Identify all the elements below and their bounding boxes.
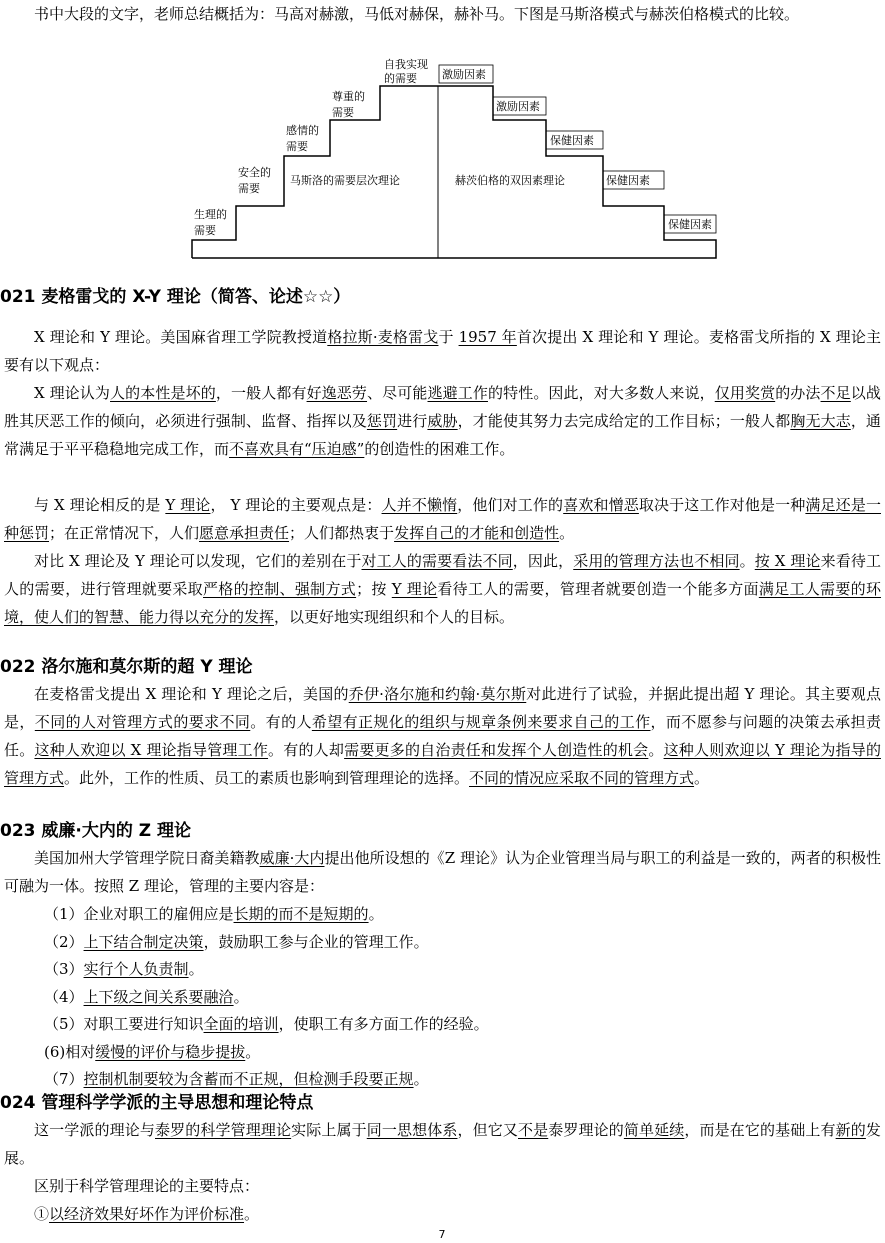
text-segment: 与 X 理论相反的是 bbox=[34, 496, 166, 514]
text-segment: ，而是在它的基础上有 bbox=[684, 1121, 836, 1139]
s021-paragraph-4 bbox=[4, 547, 881, 631]
text-segment: （5）对职工要进行知识 bbox=[44, 1015, 204, 1033]
underlined-key-phrase: 采用的管理方法也不相同 bbox=[573, 552, 740, 570]
underlined-key-phrase: 逃避工作 bbox=[427, 384, 488, 402]
s023-paragraph-1 bbox=[4, 844, 881, 900]
text-segment: ；在正常情况下，人们 bbox=[49, 524, 200, 542]
underlined-key-phrase: Y 理论 bbox=[165, 496, 211, 514]
underlined-key-phrase: 实行个人负责制 bbox=[83, 960, 189, 978]
s021-paragraph-2 bbox=[4, 379, 881, 463]
underlined-key-phrase: 需要更多的自治责任和发挥个人创造性的机会 bbox=[344, 741, 649, 759]
underlined-key-phrase: 按 X 理论 bbox=[754, 552, 821, 570]
underlined-key-phrase: 不同的人对管理方式的要求不同 bbox=[34, 713, 251, 731]
text-segment: ，鼓励职工参与企业的管理工作。 bbox=[203, 932, 429, 951]
s024-paragraph-3 bbox=[4, 1200, 881, 1228]
step-label-safety-2: 需要 bbox=[238, 182, 260, 195]
text-segment: 、尽可能 bbox=[367, 384, 428, 402]
text-segment: （7） bbox=[44, 1070, 84, 1088]
z-theory-item bbox=[44, 983, 874, 1011]
z-theory-item bbox=[44, 1065, 874, 1093]
text-segment: 。 bbox=[694, 769, 710, 787]
text-segment: ；按 bbox=[356, 580, 392, 598]
text-segment: ，才能使其努力去完成给定的工作目标；一般人都 bbox=[457, 412, 791, 430]
underlined-key-phrase: 这种人则欢迎以 Y 理论为指导的管理方式 bbox=[4, 741, 881, 787]
step-label-esteem-2: 需要 bbox=[332, 106, 354, 119]
text-segment: （4） bbox=[44, 987, 84, 1006]
text-segment: (6)相对 bbox=[44, 1042, 96, 1061]
text-segment: ，使职工有多方面工作的经验。 bbox=[278, 1015, 489, 1033]
section-024-heading: 024 管理科学学派的主导思想和理论特点 bbox=[0, 1093, 314, 1113]
underlined-key-phrase: 人并不懒惰 bbox=[381, 496, 458, 514]
herzberg-step-5: 保健因素 bbox=[668, 218, 712, 231]
step-label-physiological bbox=[194, 207, 227, 221]
step-label-esteem: 尊重的 bbox=[332, 90, 365, 103]
text-segment: 。 bbox=[245, 1042, 261, 1061]
text-segment: 泰罗理论的 bbox=[548, 1121, 624, 1139]
text-segment: 。 bbox=[739, 552, 755, 570]
intro-paragraph bbox=[4, 0, 881, 28]
z-theory-item bbox=[44, 928, 874, 956]
text-segment: 发展。 bbox=[4, 1121, 881, 1167]
text-segment: 在麦格雷戈提出 X 理论和 Y 理论之后，美国的 bbox=[34, 685, 349, 703]
text-segment: 的办法 bbox=[775, 384, 821, 402]
text-segment: 这一学派的理论与 bbox=[34, 1121, 155, 1139]
herzberg-step-4: 保健因素 bbox=[606, 174, 650, 187]
maslow-herzberg-diagram bbox=[180, 58, 720, 262]
text-segment: ， Y 理论的主要观点是： bbox=[210, 496, 382, 514]
underlined-key-phrase: 人的本性是坏的 bbox=[110, 384, 216, 402]
underlined-key-phrase: 发挥自己的才能和创造性 bbox=[394, 524, 560, 542]
text-segment: 。 bbox=[413, 1070, 429, 1088]
herzberg-title: 赫茨伯格的双因素理论 bbox=[455, 174, 565, 187]
step-label-safety: 安全的 bbox=[238, 166, 271, 179]
underlined-key-phrase: 控制机制要较为含蓄而不正规，但检测手段要正规 bbox=[83, 1070, 414, 1088]
text-segment: 以战胜其厌恶工作的倾向，必须进行强制、监督、指挥以及 bbox=[4, 384, 881, 430]
underlined-key-phrase: 满足还是一种惩罚 bbox=[4, 496, 881, 542]
text-segment: ；人们都热衷于 bbox=[289, 524, 395, 542]
underlined-key-phrase: 严格的控制、强制方式 bbox=[203, 580, 357, 598]
text-segment: 进行 bbox=[397, 412, 428, 430]
text-segment: 。此外，工作的性质、员工的素质也影响到管理理论的选择。 bbox=[64, 769, 470, 787]
text-segment: （2） bbox=[44, 932, 84, 951]
underlined-key-phrase: 威胁 bbox=[427, 412, 458, 430]
text-segment: X 理论认为 bbox=[34, 384, 111, 402]
intro-text: 书中大段的文字，老师总结概括为：马高对赫激，马低对赫保，赫补马。下图是马斯洛模式与赫茨伯格模式的比较。 bbox=[34, 5, 800, 23]
herzberg-step-2: 激励因素 bbox=[496, 100, 540, 113]
underlined-key-phrase: 上下级之间关系要融洽 bbox=[83, 987, 234, 1006]
text-segment: 的创造性的困难工作。 bbox=[364, 440, 515, 458]
s022-paragraph-1 bbox=[4, 680, 881, 792]
comparison-figure bbox=[180, 58, 720, 262]
step-label-self-actualization: 自我实现 bbox=[384, 58, 428, 71]
underlined-key-phrase: 以经济效果好坏作为评价标准 bbox=[49, 1205, 245, 1223]
z-theory-item bbox=[44, 1010, 874, 1038]
herzberg-step-3: 保健因素 bbox=[550, 134, 594, 147]
text-segment: ，他们对工作的 bbox=[457, 496, 564, 514]
underlined-key-phrase: 同一思想体系 bbox=[366, 1121, 458, 1139]
underlined-key-phrase: 不同的情况应采取不同的管理方式 bbox=[469, 769, 695, 787]
text-segment: 。 bbox=[233, 987, 249, 1006]
section-022-heading: 022 洛尔施和莫尔斯的超 Y 理论 bbox=[0, 657, 253, 677]
text-segment: ，而不愿参与问题的决策去承担责任。 bbox=[4, 713, 881, 759]
text-segment: ，但它又 bbox=[457, 1121, 518, 1139]
underlined-key-phrase: 胸无大志 bbox=[790, 412, 851, 430]
text-segment: X 理论和 Y 理论。美国麻省理工学院教授道 bbox=[34, 328, 328, 346]
step-label-physiological-2: 需要 bbox=[194, 224, 216, 237]
underlined-key-phrase: 乔伊·洛尔施和约翰·莫尔斯 bbox=[348, 685, 527, 703]
text-segment: 对此进行了试验，并据此提出超 Y 理论。其主要观点是， bbox=[4, 685, 881, 731]
underlined-key-phrase: 简单延续 bbox=[623, 1121, 685, 1139]
underlined-key-phrase: 好逸恶劳 bbox=[306, 384, 368, 402]
z-theory-item bbox=[44, 1038, 874, 1066]
underlined-key-phrase: 对工人的需要看法不同 bbox=[361, 552, 513, 570]
text-segment: ，以更好地实现组织和个人的目标。 bbox=[274, 608, 515, 626]
underlined-key-phrase: 长期的而不是短期的 bbox=[233, 905, 369, 923]
underlined-key-phrase: 希望有正规化的组织与规章条例来要求自己的工作 bbox=[311, 713, 651, 731]
text-segment: 首次提出 X 理论和 Y 理论。麦格雷戈所指的 X 理论主要有以下观点： bbox=[4, 328, 881, 374]
text-segment: 看待工人的需要，管理者就要创造一个能多方面 bbox=[437, 580, 759, 598]
maslow-title: 马斯洛的需要层次理论 bbox=[290, 174, 400, 187]
text-segment: 。有的人 bbox=[250, 713, 312, 731]
underlined-key-phrase: 不喜欢具有“压迫感” bbox=[229, 440, 365, 458]
underlined-key-phrase: 惩罚 bbox=[366, 412, 398, 430]
underlined-key-phrase: 威廉·大内 bbox=[259, 849, 325, 867]
underlined-key-phrase: 新的 bbox=[835, 1121, 866, 1139]
text-segment: 取决于这工作对他是一种 bbox=[638, 496, 806, 514]
underlined-key-phrase: 格拉斯·麦格雷戈 bbox=[327, 328, 439, 346]
step-label-love-2: 需要 bbox=[286, 140, 308, 153]
underlined-key-phrase: 上下结合制定决策 bbox=[83, 932, 204, 951]
text-segment: 。 bbox=[648, 741, 664, 759]
underlined-key-phrase: 仅用奖赏 bbox=[714, 384, 776, 402]
underlined-key-phrase: 1957 年 bbox=[458, 328, 517, 346]
underlined-key-phrase: 喜欢和憎恶 bbox=[563, 496, 639, 514]
text-segment: 。 bbox=[188, 960, 204, 978]
step-label-love: 感情的 bbox=[286, 124, 319, 137]
step-label-self-actualization-2: 的需要 bbox=[384, 72, 417, 85]
text-segment: 的特性。因此，对大多数人来说， bbox=[487, 384, 715, 402]
text-segment: （1）企业对职工的雇佣应是 bbox=[44, 905, 234, 923]
text-segment: 美国加州大学管理学院日裔美籍教 bbox=[34, 849, 260, 867]
s024-paragraph-2: 区别于科学管理理论的主要特点： bbox=[34, 1177, 260, 1195]
z-theory-item bbox=[44, 955, 874, 983]
section-023-heading: 023 威廉·大内的 Z 理论 bbox=[0, 821, 192, 841]
text-segment: ① bbox=[34, 1205, 50, 1223]
s021-paragraph-3 bbox=[4, 491, 881, 547]
text-segment: 提出他所设想的《Z 理论》认为企业管理当局与职工的利益是一致的，两者的积极性可融为一体。按照 Z 理论，管理的主要内容是： bbox=[4, 849, 881, 895]
text-segment: 对比 X 理论及 Y 理论可以发现，它们的差别在于 bbox=[34, 552, 362, 570]
text-segment: 。 bbox=[559, 524, 575, 542]
underlined-key-phrase: 全面的培训 bbox=[203, 1015, 279, 1033]
text-segment: ，因此， bbox=[512, 552, 574, 570]
underlined-key-phrase: Y 理论 bbox=[391, 580, 438, 598]
text-segment: 来看待工人的需要，进行管理就要采取 bbox=[4, 552, 881, 598]
underlined-key-phrase: 满足工人需要的环境，使人们的智慧、能力得以充分的发挥 bbox=[4, 580, 881, 626]
s021-paragraph-1 bbox=[4, 323, 881, 379]
text-segment: 。有的人却 bbox=[268, 741, 345, 759]
page-number: 7 bbox=[438, 1228, 446, 1241]
underlined-key-phrase: 不是 bbox=[518, 1121, 549, 1139]
maslow-step-1-a: 生理的 bbox=[194, 208, 227, 221]
text-segment: 。 bbox=[368, 905, 384, 923]
text-segment: ，通常满足于平平稳稳地完成工作，而 bbox=[4, 412, 881, 458]
text-segment: 于 bbox=[438, 328, 459, 346]
section-021-heading: 021 麦格雷戈的 X-Y 理论（简答、论述☆☆） bbox=[0, 287, 351, 307]
text-segment: 。 bbox=[244, 1205, 260, 1223]
text-segment: （3） bbox=[44, 960, 84, 978]
underlined-key-phrase: 不足 bbox=[820, 384, 851, 402]
text-segment: 实际上属于 bbox=[291, 1121, 367, 1139]
underlined-key-phrase: 愿意承担责任 bbox=[199, 524, 290, 542]
underlined-key-phrase: 缓慢的评价与稳步提拔 bbox=[95, 1042, 246, 1061]
underlined-key-phrase: 泰罗的科学管理理论 bbox=[155, 1121, 292, 1139]
z-theory-item bbox=[44, 900, 874, 928]
s024-paragraph-1 bbox=[4, 1116, 881, 1172]
text-segment: ，一般人都有 bbox=[215, 384, 307, 402]
herzberg-step-1: 激励因素 bbox=[442, 68, 486, 81]
underlined-key-phrase: 这种人欢迎以 X 理论指导管理工作 bbox=[34, 741, 269, 759]
